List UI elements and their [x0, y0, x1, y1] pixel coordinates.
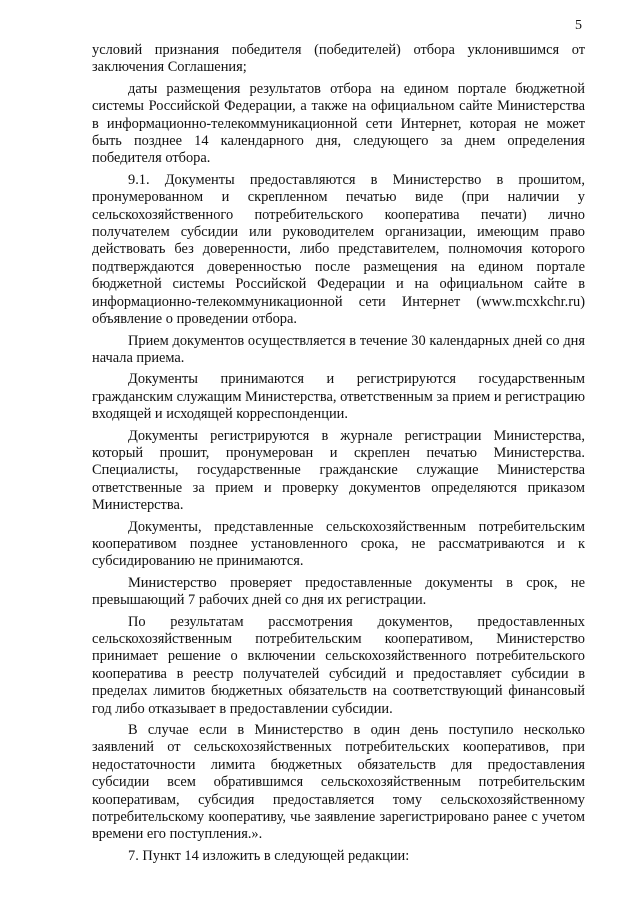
- paragraph: даты размещения результатов отбора на едином портале бюджетной системы Российской Федерации, а также на официальном сайте Министерства в информационно-телекоммуникационной сети Интернет, которая не может быть позднее 14 календарного дня, следующего за днем определения победителя отбора.: [92, 80, 585, 167]
- paragraph: Документы, представленные сельскохозяйственным потребительским кооперативом позднее установленного срока, не рассматриваются и к субсидированию не принимаются.: [92, 518, 585, 570]
- paragraph: Документы регистрируются в журнале регистрации Министерства, который прошит, пронумерован и скреплен печатью Министерства. Специалисты, государственные гражданские служащие Министерства ответственные за прием и проверку документов определяются приказом Министерства.: [92, 427, 585, 514]
- document-body: [92, 42, 585, 869]
- paragraph: 9.1. Документы предоставляются в Министерство в прошитом, пронумерованном и скрепленном печатью виде (при наличии у сельскохозяйственного потребительского кооператива печати) лично получателем субсидии или руководителем организации, имеющим право действовать без доверенности, либо представителем, полномочия которого подтверждаются доверенностью после размещения на едином портале бюджетной системы Российской Федерации и на официальном сайте в информационно-телекоммуникационной сети Интернет (www.mcxkchr.ru) объявление о проведении отбора.: [92, 171, 585, 328]
- paragraph: По результатам рассмотрения документов, предоставленных сельскохозяйственным потребительским кооперативом, Министерство принимает решение о включении сельскохозяйственного потребительского кооператива в реестр получателей субсидий и предоставляет субсидии в пределах лимитов бюджетных обязательств на соответствующий финансовый год либо отказывает в предоставлении субсидии.: [92, 613, 585, 717]
- page-number: 5: [575, 18, 582, 33]
- paragraph: условий признания победителя (победителей) отбора уклонившимся от заключения Соглашения;: [92, 42, 585, 76]
- paragraph: 7. Пункт 14 изложить в следующей редакции:: [128, 847, 410, 864]
- paragraph: В случае если в Министерство в один день поступило несколько заявлений от сельскохозяйственных потребительских кооперативов, при недостаточности лимита бюджетных обязательств для предоставления субсидии всем обратившимся сельскохозяйственным потребительским кооперативам, субсидия предоставляется тому сельскохозяйственному потребительскому кооперативу, чье заявление зарегистрировано ранее с учетом времени его поступления.».: [92, 722, 585, 843]
- paragraph: Прием документов осуществляется в течение 30 календарных дней со дня начала приема.: [92, 332, 585, 366]
- paragraph: Министерство проверяет предоставленные документы в срок, не превышающий 7 рабочих дней со дня их регистрации.: [92, 574, 585, 609]
- paragraph: Документы принимаются и регистрируются государственным гражданским служащим Министерства, ответственным за прием и регистрацию входящей и исходящей корреспонденции.: [92, 371, 585, 423]
